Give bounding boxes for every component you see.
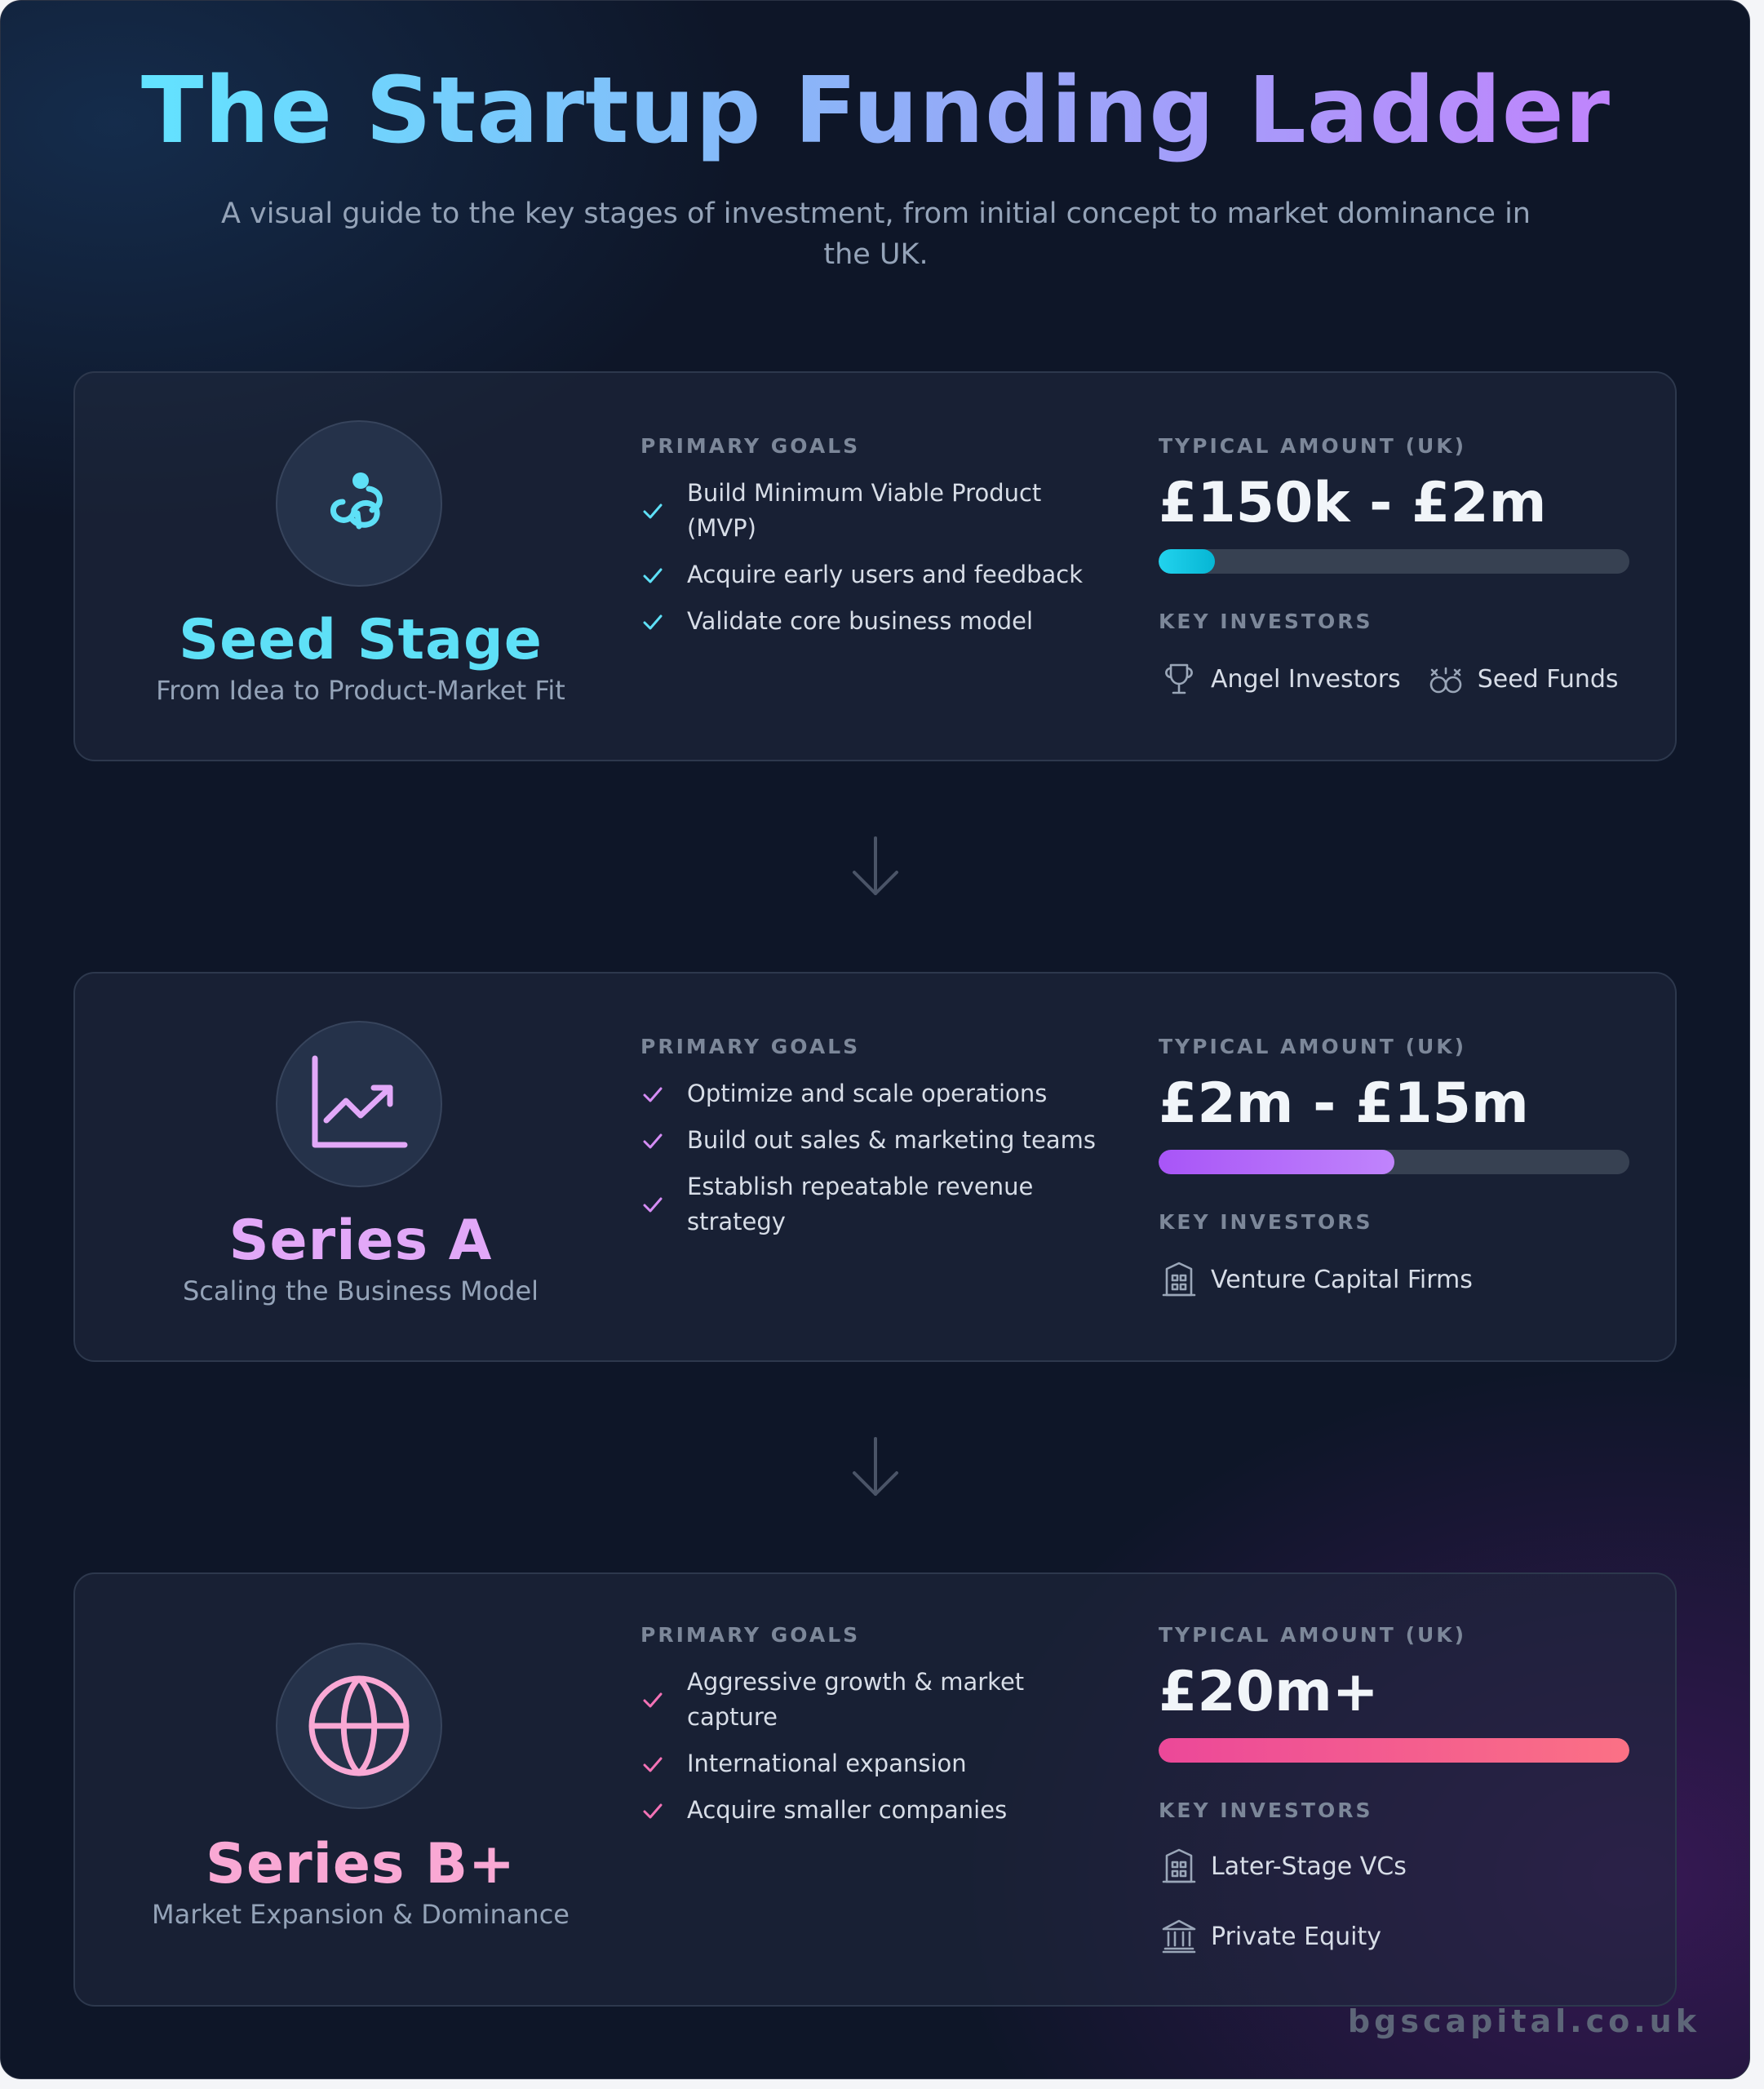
investor-list bbox=[1159, 1846, 1648, 1957]
goals-list bbox=[640, 1665, 1114, 1839]
primary-goals-label: PRIMARY GOALS bbox=[640, 1035, 861, 1058]
goal-item: Optimize and scale operations bbox=[640, 1076, 1114, 1111]
investor-item: Later-Stage VCs bbox=[1159, 1846, 1407, 1887]
goal-item: Aggressive growth & market capture bbox=[640, 1665, 1114, 1735]
check-icon bbox=[640, 610, 665, 634]
stage-card-series-b bbox=[73, 1572, 1677, 2007]
goal-item: Establish repeatable revenue strategy bbox=[640, 1169, 1114, 1240]
goal-item: Build Minimum Viable Product (MVP) bbox=[640, 476, 1114, 546]
footer-brand: bgscapital.co.uk bbox=[1347, 2003, 1700, 2039]
building-icon bbox=[1159, 1259, 1199, 1300]
primary-goals-label: PRIMARY GOALS bbox=[640, 1623, 861, 1647]
funding-amount: £150k - £2m bbox=[1159, 471, 1547, 535]
key-investors-label: KEY INVESTORS bbox=[1159, 610, 1373, 633]
check-icon bbox=[640, 1192, 665, 1217]
growth-chart-icon bbox=[276, 1021, 442, 1187]
seedling-icon bbox=[276, 420, 442, 587]
stage-identity bbox=[75, 1574, 646, 2005]
stage-card-seed bbox=[73, 371, 1677, 761]
check-icon bbox=[640, 1082, 665, 1107]
stage-tagline: Market Expansion & Dominance bbox=[152, 1899, 570, 1930]
building-icon bbox=[1159, 1846, 1199, 1887]
funding-bar-fill bbox=[1159, 549, 1215, 574]
check-icon bbox=[640, 499, 665, 523]
stage-name: Series A bbox=[228, 1209, 493, 1273]
goal-item: International expansion bbox=[640, 1746, 1114, 1781]
stage-identity bbox=[75, 974, 646, 1360]
typical-amount-label: TYPICAL AMOUNT (UK) bbox=[1159, 1623, 1467, 1647]
trophy-icon bbox=[1159, 659, 1199, 699]
goals-list bbox=[640, 1076, 1114, 1251]
check-icon bbox=[640, 563, 665, 588]
key-investors-label: KEY INVESTORS bbox=[1159, 1210, 1373, 1234]
arrow-down-icon bbox=[849, 835, 902, 900]
stage-name: Seed Stage bbox=[179, 608, 543, 672]
investor-item: Angel Investors bbox=[1159, 659, 1401, 699]
check-icon bbox=[640, 1752, 665, 1776]
page-subtitle: A visual guide to the key stages of investment, from initial concept to market dominance in the UK. bbox=[220, 197, 1531, 271]
goal-item: Acquire early users and feedback bbox=[640, 557, 1114, 592]
funding-bar bbox=[1159, 1150, 1629, 1174]
check-icon bbox=[640, 1129, 665, 1153]
stage-tagline: Scaling the Business Model bbox=[182, 1275, 539, 1306]
primary-goals-label: PRIMARY GOALS bbox=[640, 434, 861, 458]
investor-item: Private Equity bbox=[1159, 1916, 1381, 1957]
stage-tagline: From Idea to Product-Market Fit bbox=[156, 675, 565, 706]
funding-amount: £2m - £15m bbox=[1159, 1071, 1529, 1136]
funding-bar bbox=[1159, 549, 1629, 574]
goal-item: Build out sales & marketing teams bbox=[640, 1123, 1114, 1158]
funding-bar-fill bbox=[1159, 1738, 1629, 1763]
key-investors-label: KEY INVESTORS bbox=[1159, 1798, 1373, 1822]
goal-item: Acquire smaller companies bbox=[640, 1793, 1114, 1828]
bank-icon bbox=[1159, 1916, 1199, 1957]
stage-name: Series B+ bbox=[205, 1832, 516, 1896]
goal-item: Validate core business model bbox=[640, 604, 1114, 639]
check-icon bbox=[640, 1798, 665, 1823]
globe-icon bbox=[276, 1643, 442, 1809]
funding-bar-fill bbox=[1159, 1150, 1394, 1174]
page-title: The Startup Funding Ladder bbox=[141, 58, 1611, 164]
investor-item: Venture Capital Firms bbox=[1159, 1259, 1473, 1300]
investor-item: Seed Funds bbox=[1425, 659, 1619, 699]
typical-amount-label: TYPICAL AMOUNT (UK) bbox=[1159, 1035, 1467, 1058]
goals-list bbox=[640, 476, 1114, 650]
cheers-icon bbox=[1425, 659, 1466, 699]
check-icon bbox=[640, 1688, 665, 1712]
funding-amount: £20m+ bbox=[1159, 1660, 1379, 1724]
typical-amount-label: TYPICAL AMOUNT (UK) bbox=[1159, 434, 1467, 458]
arrow-down-icon bbox=[849, 1435, 902, 1501]
investor-list bbox=[1159, 659, 1648, 699]
stage-card-series-a bbox=[73, 972, 1677, 1362]
funding-bar bbox=[1159, 1738, 1629, 1763]
investor-list bbox=[1159, 1259, 1648, 1300]
stage-identity bbox=[75, 373, 646, 760]
